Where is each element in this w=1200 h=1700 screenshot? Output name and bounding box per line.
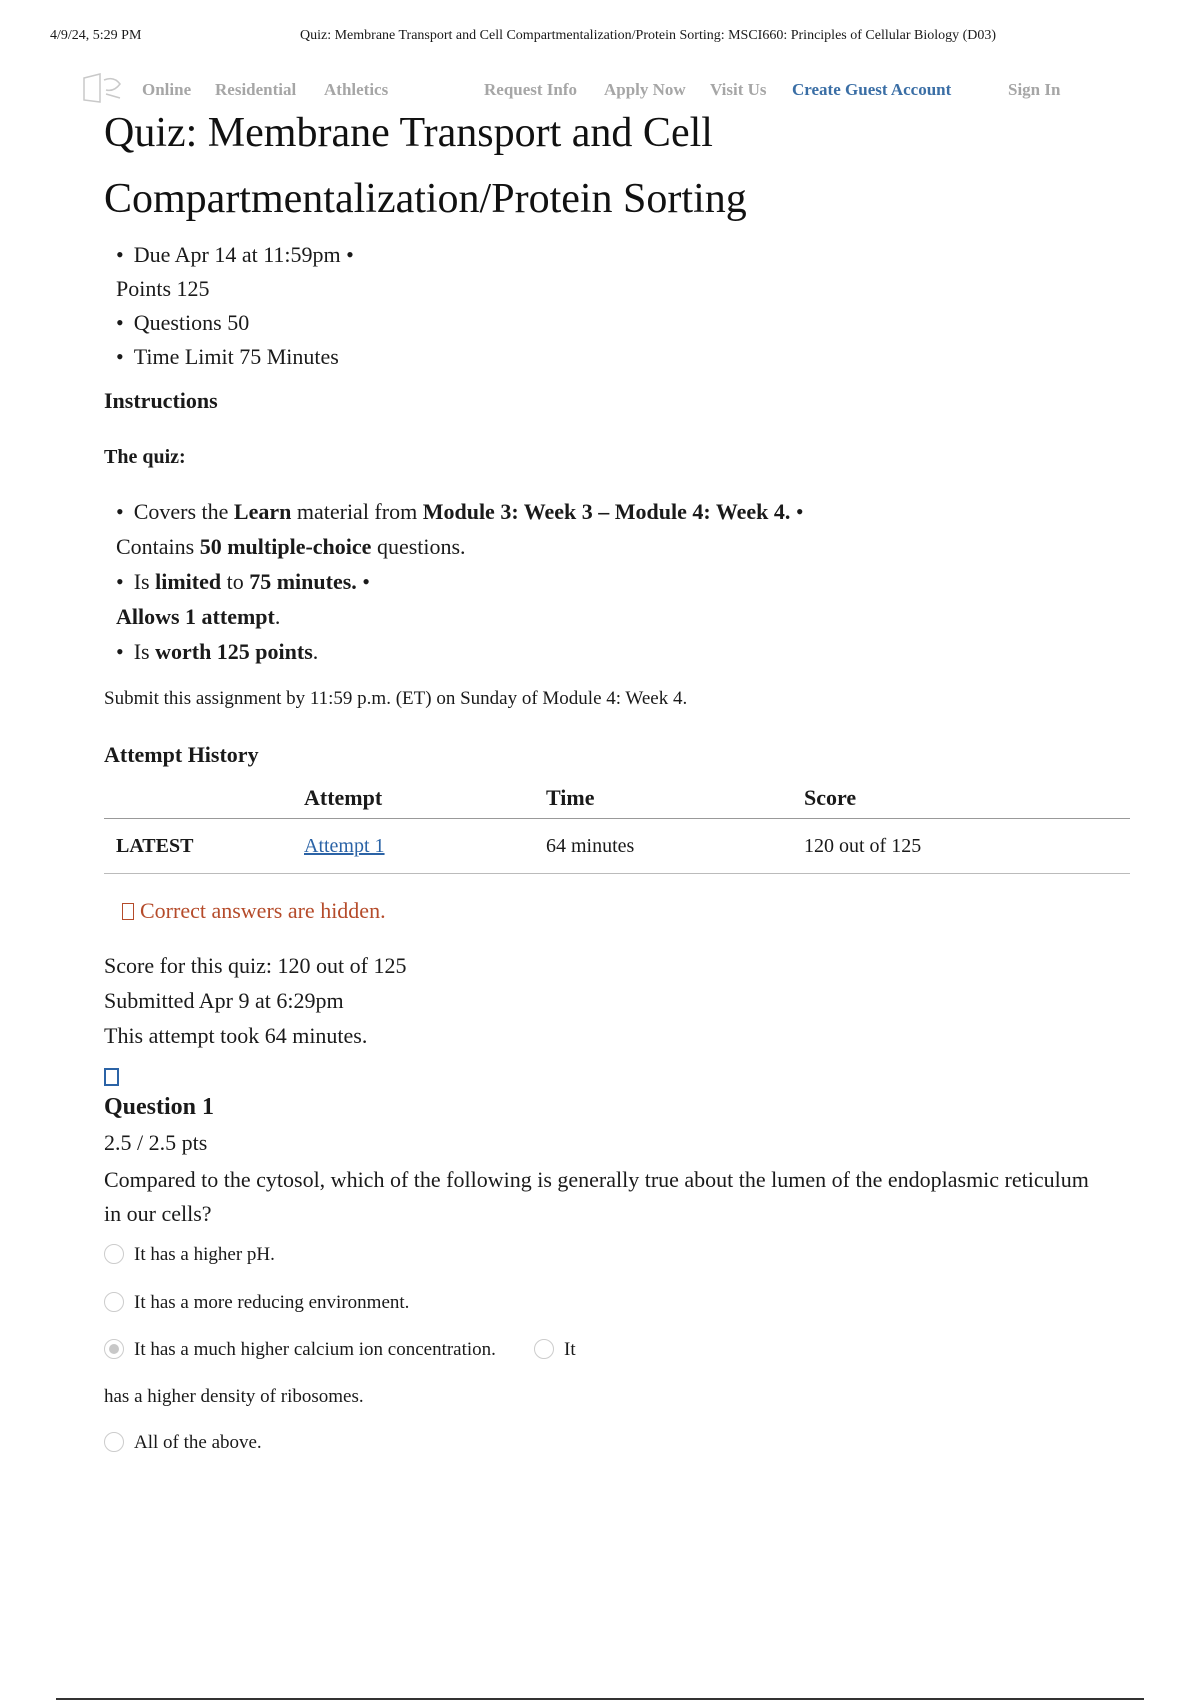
column-header-score: Score: [804, 778, 1130, 819]
attempt-history-heading: Attempt History: [104, 742, 259, 767]
quiz-title: Quiz: Membrane Transport and Cell Compartmentalization/Protein Sorting: [104, 110, 747, 222]
attempt-history-table: [104, 778, 1130, 874]
score-summary: [104, 948, 406, 1053]
nav-athletics[interactable]: Athletics: [324, 80, 389, 99]
answer-option-4[interactable]: It: [534, 1339, 576, 1361]
instructions-heading: Instructions: [104, 388, 218, 413]
the-quiz-heading: The quiz:: [104, 446, 186, 468]
warning-icon: [122, 903, 134, 920]
quiz-score: Score for this quiz: 120 out of 125: [104, 953, 407, 978]
nav-request-info[interactable]: Request Info: [484, 80, 578, 99]
print-header: [50, 28, 1150, 48]
points: Points 125: [116, 276, 210, 301]
submit-deadline-note: Submit this assignment by 11:59 p.m. (ET) on Sunday of Module 4: Week 4.: [104, 688, 688, 709]
attempt-time: 64 minutes: [546, 819, 804, 874]
attempt-1-link[interactable]: Attempt 1: [304, 834, 385, 857]
due-date: • Due Apr 14 at 11:59pm: [104, 242, 341, 267]
answer-option-5[interactable]: All of the above.: [104, 1432, 262, 1454]
quiz-rules-list: [104, 494, 804, 669]
attempt-score: 120 out of 125: [804, 819, 1130, 874]
question-count: • Questions 50: [104, 306, 354, 340]
radio-button[interactable]: [104, 1432, 124, 1452]
print-date: 4/9/24, 5:29 PM: [50, 28, 142, 43]
nav-apply-now[interactable]: Apply Now: [604, 80, 686, 99]
question-points: 2.5 / 2.5 pts: [104, 1130, 208, 1155]
time-limit: • Time Limit 75 Minutes: [104, 340, 354, 374]
nav-online[interactable]: Online: [142, 80, 192, 99]
nav-residential[interactable]: Residential: [215, 80, 297, 99]
rule-limited: • Is limited to 75 minutes. •: [104, 564, 804, 599]
column-header-attempt: Attempt: [304, 778, 546, 819]
answer-option-1[interactable]: It has a higher pH.: [104, 1244, 275, 1266]
rule-covers: • Covers the Learn material from Module 3: Week 3 – Module 4: Week 4. •: [104, 494, 804, 529]
question-text: Compared to the cytosol, which of the following is generally true about the lumen of the endoplasmic reticulum in our cells?: [104, 1167, 1089, 1226]
print-page-title: Quiz: Membrane Transport and Cell Compartmentalization/Protein Sorting: MSCI660: Principles of Cellular Biology (D03): [300, 28, 997, 43]
rule-contains: Contains 50 multiple-choice questions.: [116, 534, 466, 559]
rule-worth: • Is worth 125 points.: [104, 634, 804, 669]
answer-option-4-continued: has a higher density of ribosomes.: [104, 1386, 364, 1407]
flag-question-icon[interactable]: [104, 1068, 119, 1086]
question-title: Question 1: [104, 1094, 215, 1120]
radio-button-selected[interactable]: [104, 1339, 124, 1359]
column-header-time: Time: [546, 778, 804, 819]
radio-button[interactable]: [104, 1292, 124, 1312]
radio-button[interactable]: [534, 1339, 554, 1359]
create-guest-account-link[interactable]: Create Guest Account: [792, 80, 952, 99]
rule-attempts: Allows 1 attempt.: [116, 604, 281, 629]
table-header-row: [104, 778, 1130, 819]
submitted-date: Submitted Apr 9 at 6:29pm: [104, 988, 344, 1013]
answer-option-2[interactable]: It has a more reducing environment.: [104, 1292, 409, 1314]
sign-in-link[interactable]: Sign In: [1008, 80, 1061, 99]
answer-option-3[interactable]: It has a much higher calcium ion concentration.: [104, 1339, 496, 1361]
latest-label: LATEST: [104, 819, 304, 874]
answers-hidden-notice: Correct answers are hidden.: [122, 898, 386, 924]
attempt-duration: This attempt took 64 minutes.: [104, 1023, 368, 1048]
table-row: [104, 819, 1130, 874]
nav-visit-us[interactable]: Visit Us: [710, 80, 767, 99]
radio-button[interactable]: [104, 1244, 124, 1264]
quiz-details: • Due Apr 14 at 11:59pm • Points 125 • Questions 50 • Time Limit 75 Minutes: [104, 238, 354, 374]
column-header: [104, 778, 304, 819]
